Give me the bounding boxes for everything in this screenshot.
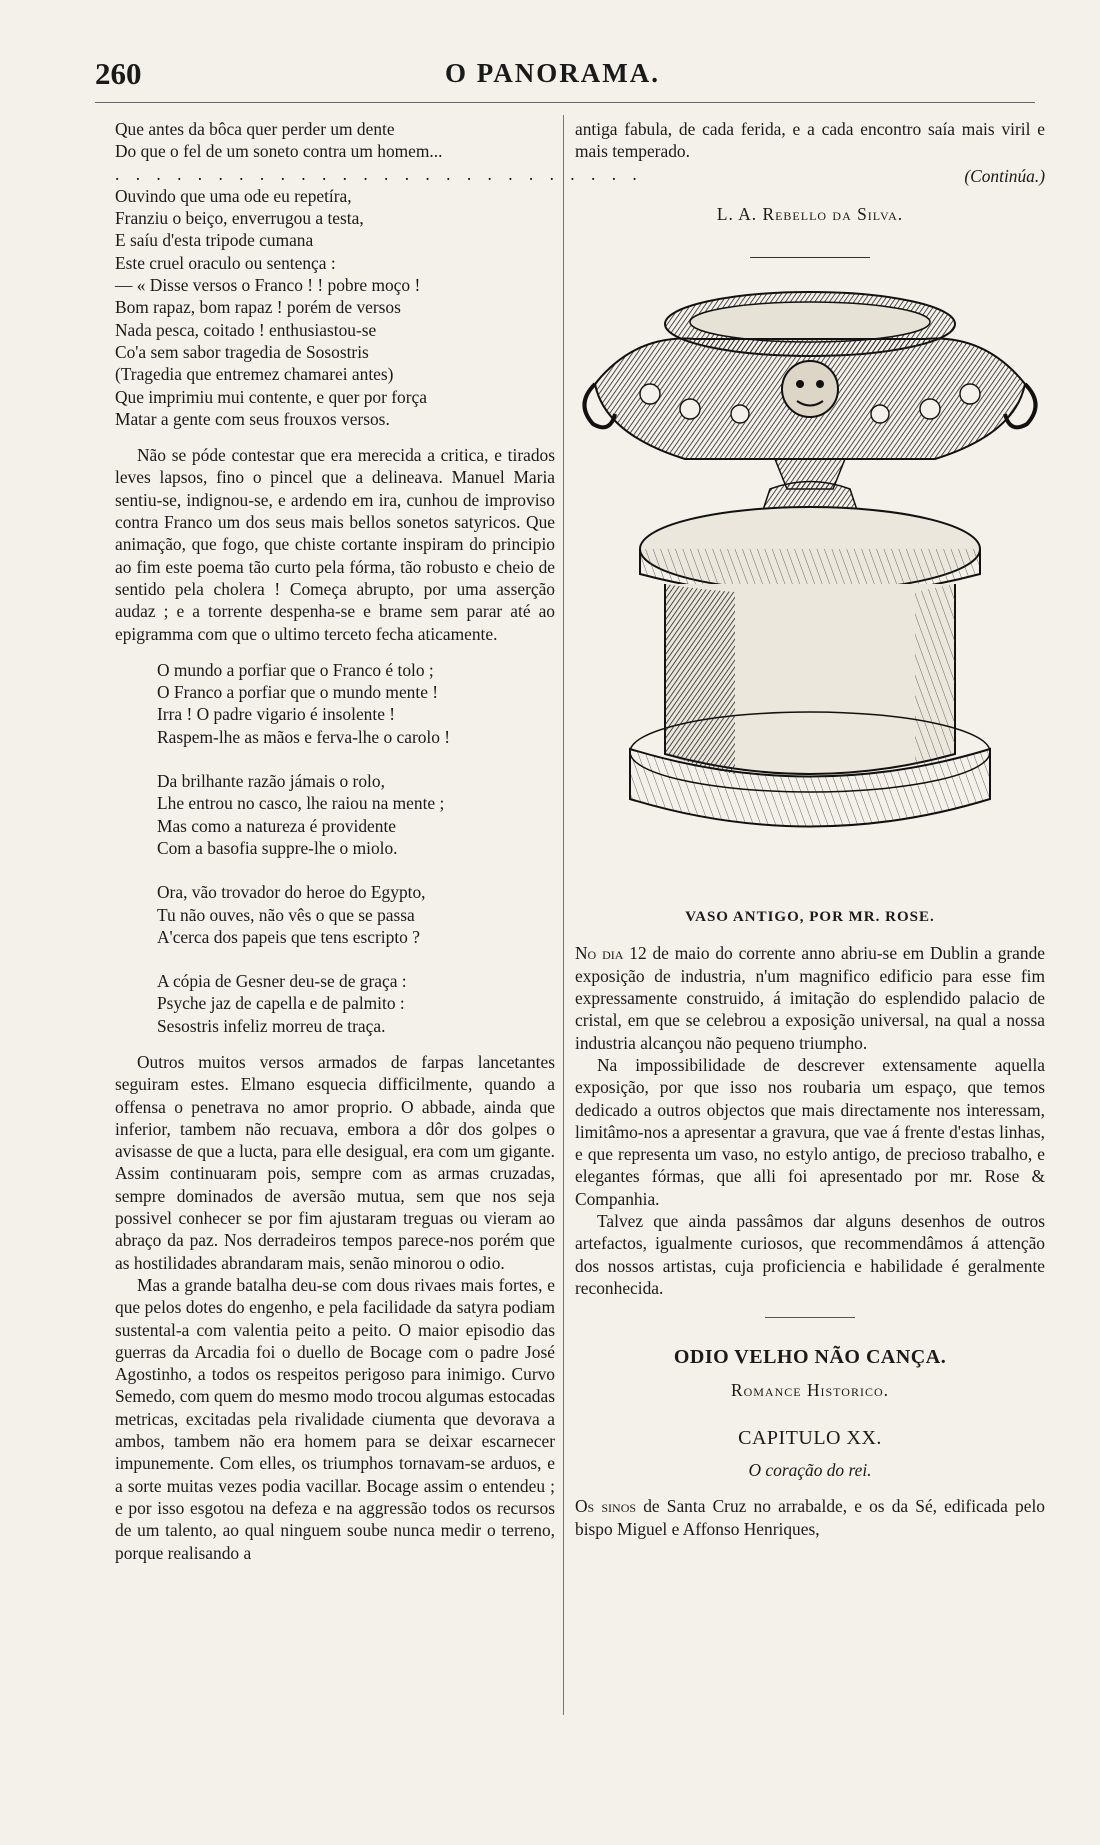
paragraph: Outros muitos versos armados de farpas lancetantes seguiram estes. Elmano esquecia difficilmente, quando a offensa o penetrava no amor proprio. O abbade, ainda que inferior, tambem não recuava, embora a dôr dos golpes o avisasse de que a lucta, para elle desigual, era com um gigante. Assim continuaram pois, sempre com as armas cruzadas, sempre dominados de aversão mutua, sem que nos seja possivel conhecer se por fim ajustaram treguas ou vieram ao abraço da paz. Nos derradeiros tempos parece-nos porém que as hostilidades abrandaram mais, senão minorou o odio. — [115, 1051, 555, 1273]
paragraph: Os sinos de Santa Cruz no arrabalde, e os da Sé, edificada pelo bispo Miguel e Affonso Henriques, — [575, 1496, 1045, 1539]
verse-line: Co'a sem sabor tragedia de Sosostris — [115, 341, 369, 362]
verse-line: Tu não ouves, não vês o que se passa — [157, 904, 415, 925]
paragraph: No dia 12 de maio do corrente anno abriu-se em Dublin a grande exposição de industria, n'um magnifico edificio para esse fim expressamente construido, á imitação do esplendido palacio de cristal, em que se celebrou a exposição universal, na qual a nossa industria alcançou não pequeno triumpho. — [575, 943, 1046, 1053]
sonnet-stanza-3 — [115, 881, 555, 948]
engraving-caption: VASO ANTIGO, POR MR. ROSE. — [685, 909, 935, 926]
journal-title: O PANORAMA. — [445, 58, 660, 88]
verse-line: Raspem-lhe as mãos e ferva-lhe o carolo ! — [157, 726, 451, 747]
verse-line: Ouvindo que uma ode eu repetíra, — [115, 185, 352, 206]
section-title: ODIO VELHO NÃO CANÇA. — [673, 1346, 947, 1369]
verse-line: — « Disse versos o Franco ! ! pobre moço ! — [115, 275, 421, 296]
separator-rule — [750, 257, 870, 258]
verse-line: A cópia de Gesner deu-se de graça : — [157, 971, 407, 992]
verse-line: Franziu o beiço, enverrugou a testa, — [115, 208, 364, 229]
paragraph: Mas a grande batalha deu-se com dous rivaes mais fortes, e que pelos dotes do engenho, e pela facilidade da satyra podiam sustental-a com valentia peito a peito. O maior episodio das guerras da Arcadia foi o duello de Bocage com o padre José Agostinho, a todos os respeitos perigoso para inimigo. Curvo Semedo, com quem do mesmo modo trocou algumas estocadas metricas, excitadas pela rivalidade ciumenta que devorava a ambos, tambem não era homem para se deixar escarnecer impunemente. Com elles, os triumphos tornavam-se arduos, e a sorte muitas vezes podia vacillar. Bocage assim o entendeu ; e por isso esgotou na defeza e na aggressão todos os recursos de um talento, ao qual ninguem soube nunca medir o terreno, porque realisando a — [115, 1274, 555, 1563]
verse-line: Da brilhante razão jámais o rolo, — [157, 771, 385, 792]
verse-line: Que antes da bôca quer perder um dente — [115, 119, 395, 139]
continued-note: (Continúa.) — [964, 165, 1045, 186]
author-signature: L. A. Rebello da Silva. — [716, 203, 904, 224]
verse-line: A'cerca dos papeis que tens escripto ? — [157, 926, 420, 947]
sonnet-stanza-2 — [115, 770, 555, 859]
verse-line: O mundo a porfiar que o Franco é tolo ; — [157, 659, 434, 680]
section-subtitle: Romance Historico. — [731, 1379, 889, 1400]
chapter-heading: CAPITULO XX. — [738, 1426, 882, 1449]
paragraph: Não se póde contestar que era merecida a critica, e tirados leves lapsos, fino o pincel que a delineava. Manuel Maria sentiu-se, indignou-se, e ardendo em ira, cunhou de improviso contra Franco um dos seus mais bellos sonetos satyricos. Que animação, que fogo, que chiste cortante inspiram do principio ao fim este poema tão curto pela fórma, tão robusto e cheio de sentido pela cholera ! Começa abrupto, por uma asserção audaz ; e a torrente despenha-se e brame sem parar até ao epigramma com que o ultimo terceto fecha aticamente. — [115, 445, 555, 644]
verse-block — [115, 185, 555, 430]
column-divider — [563, 115, 564, 1715]
right-column — [575, 118, 1045, 1540]
page-header — [95, 50, 1035, 100]
lead-words: No dia — [575, 943, 624, 964]
verse-line: Que imprimiu mui contente, e quer por força — [115, 386, 427, 407]
verse-line: Psyche jaz de capella e de palmito : — [157, 993, 405, 1014]
verse-line: Lhe entrou no casco, lhe raiou na mente ; — [157, 793, 445, 814]
verse-line: Ora, vão trovador do heroe do Egypto, — [157, 882, 426, 903]
verse-line: Mas como a natureza é providente — [157, 815, 397, 836]
verse-fragment — [115, 118, 555, 163]
verse-line: Este cruel oraculo ou sentença : — [115, 252, 336, 273]
verse-line: Com a basofia supprе-lhe o miolo. — [157, 837, 398, 858]
paragraph: Talvez que ainda passâmos dar alguns desenhos de outros artefactos, igualmente curiosos, que recommendâmos á attenção dos nossos artistas, cuja proficiencia e habilidade é geralmente reconhecida. — [575, 1211, 1045, 1298]
header-rule — [95, 102, 1035, 103]
separator-rule — [765, 1317, 855, 1318]
verse-line: Nada pesca, coitado ! enthusiastou-se — [115, 319, 377, 340]
sonnet-stanza-4 — [115, 970, 555, 1037]
paragraph: antiga fabula, de cada ferida, e a cada encontro saía mais viril e mais temperado. — [575, 119, 1045, 162]
antique-vase-engraving — [575, 274, 1045, 894]
page-number: 260 — [95, 56, 142, 91]
verse-line: E saíu d'esta tripode cumana — [115, 230, 314, 251]
verse-line: Matar a gente com seus frouxos versos. — [115, 408, 390, 429]
chapter-subtitle: O coração do rei. — [748, 1460, 872, 1481]
ellipsis-dots: . . . . . . . . . . . . . . . . . . . . . . . . . . — [115, 163, 643, 184]
lead-words: Os sinos — [575, 1496, 637, 1517]
verse-line: Sesostris infeliz morreu de traça. — [157, 1015, 386, 1036]
verse-line: O Franco a porfiar que o mundo mente ! — [157, 682, 439, 703]
verse-line: (Tragedia que entremez chamarei antes) — [115, 364, 394, 385]
sonnet-stanza-1 — [115, 659, 555, 748]
verse-line: Irra ! O padre vigario é insolente ! — [157, 704, 396, 725]
verse-line: Do que o fel de um soneto contra um homem... — [115, 141, 443, 162]
paragraph: Na impossibilidade de descrever extensamente aquella exposição, por que isso nos roubaria um espaço, que temos dedicado a outros objectos que mais directamente nos interessam, limitâmo-nos a apresentar a gravura, que vae á frente d'estas linhas, e que representa um vaso, no estylo antigo, de precioso trabalho, e elegantes fórmas, que alli foi apresentado por mr. Rose & Companhia. — [575, 1054, 1045, 1209]
verse-line: Bom rapaz, bom rapaz ! porém de versos — [115, 297, 401, 318]
